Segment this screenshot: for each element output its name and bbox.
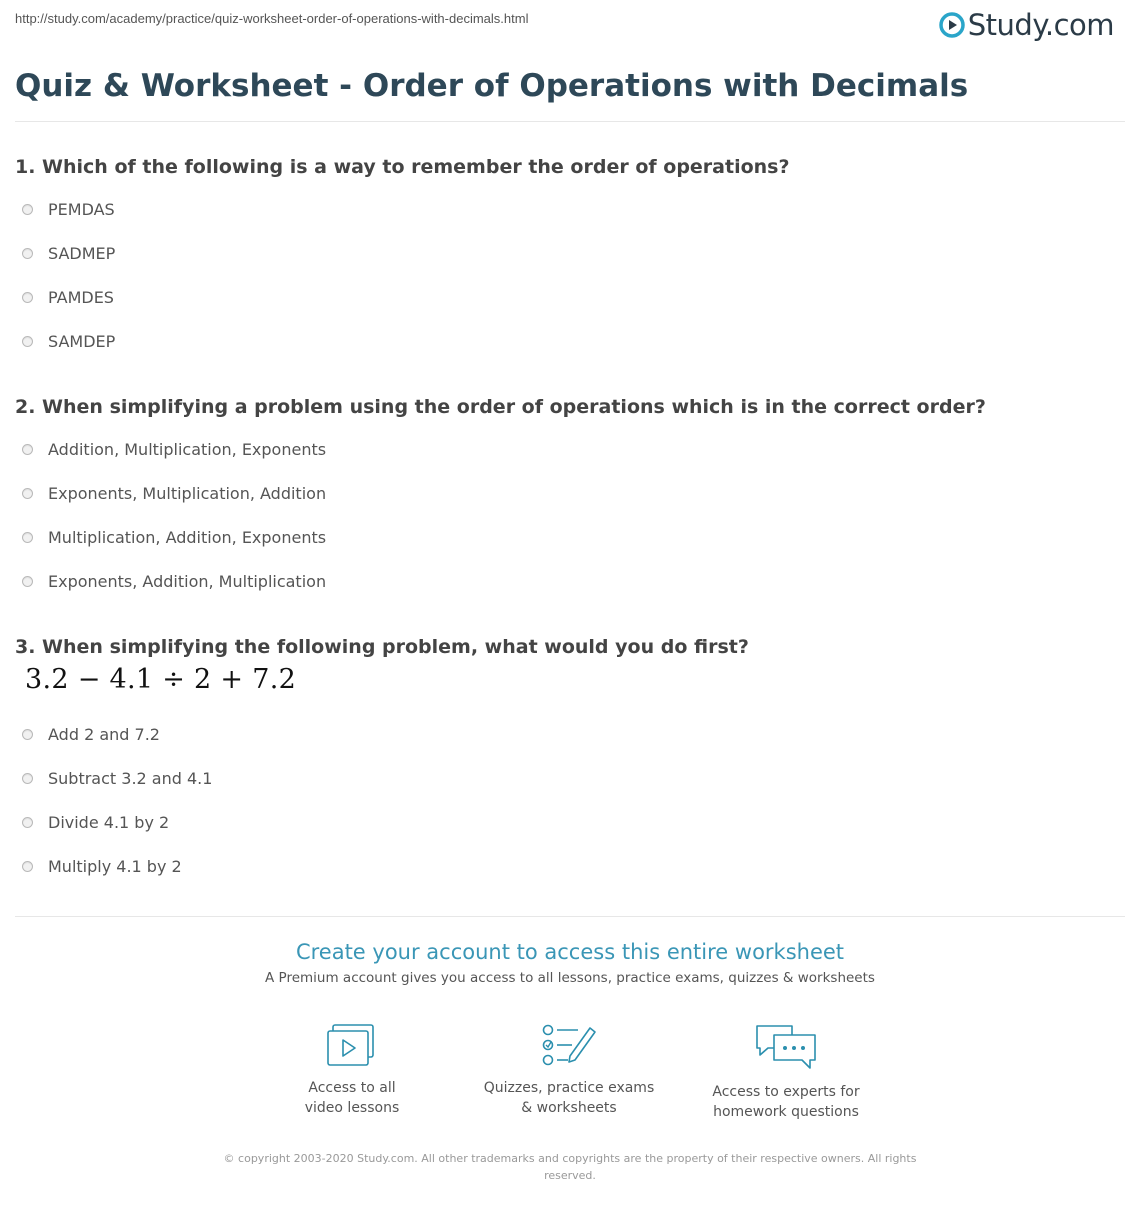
radio-button[interactable] [22, 336, 33, 347]
premium-description: A Premium account gives you access to all lessons, practice exams, quizzes & worksheets [265, 970, 875, 986]
feature-video-lessons [252, 1022, 452, 1118]
quiz-checklist-icon [540, 1022, 598, 1068]
radio-button[interactable] [22, 532, 33, 543]
divider [15, 916, 1125, 917]
question-1: 1. Which of the following is a way to remember the order of operations? [15, 156, 790, 178]
radio-button[interactable] [22, 204, 33, 215]
page-url: http://study.com/academy/practice/quiz-worksheet-order-of-operations-with-decimals.html [15, 11, 529, 26]
question-3: 3. When simplifying the following problem, what would you do first? [15, 636, 749, 658]
feature-quizzes [469, 1022, 669, 1118]
feature-experts [686, 1022, 886, 1122]
answer-label: Exponents, Multiplication, Addition [48, 484, 327, 503]
answer-option[interactable] [22, 200, 115, 219]
divider [15, 121, 1125, 122]
copyright-notice: © copyright 2003-2020 Study.com. All other trademarks and copyrights are the property of their respective owners. All rights reserved. [223, 1152, 917, 1182]
logo-text: Study.com [967, 8, 1114, 42]
answer-option[interactable] [22, 484, 326, 503]
answer-label: SADMEP [48, 244, 116, 263]
answer-label: SAMDEP [48, 332, 116, 351]
answer-label: PEMDAS [48, 200, 115, 219]
answer-label: Addition, Multiplication, Exponents [48, 440, 327, 459]
answer-label: Exponents, Addition, Multiplication [48, 572, 327, 591]
radio-button[interactable] [22, 292, 33, 303]
radio-button[interactable] [22, 248, 33, 259]
answer-option[interactable] [22, 857, 182, 876]
answer-label: Add 2 and 7.2 [48, 725, 160, 744]
radio-button[interactable] [22, 444, 33, 455]
answer-option[interactable] [22, 572, 326, 591]
radio-button[interactable] [22, 576, 33, 587]
answer-option[interactable] [22, 528, 326, 547]
answer-option[interactable] [22, 332, 115, 351]
radio-button[interactable] [22, 817, 33, 828]
math-expression: 3.2 − 4.1 ÷ 2 + 7.2 [25, 664, 297, 695]
answer-option[interactable] [22, 813, 169, 832]
answer-label: Subtract 3.2 and 4.1 [48, 769, 213, 788]
page-title: Quiz & Worksheet - Order of Operations with Decimals [15, 68, 969, 104]
answer-label: Multiplication, Addition, Exponents [48, 528, 327, 547]
answer-option[interactable] [22, 288, 114, 307]
radio-button[interactable] [22, 488, 33, 499]
radio-button[interactable] [22, 773, 33, 784]
play-circle-icon [939, 12, 965, 38]
create-account-link[interactable]: Create your account to access this entire worksheet [295, 940, 845, 964]
feature-label: Access to experts for homework questions [712, 1084, 860, 1120]
answer-option[interactable] [22, 725, 160, 744]
question-2: 2. When simplifying a problem using the order of operations which is in the correct order? [15, 396, 986, 418]
answer-label: PAMDES [48, 288, 114, 307]
video-lesson-icon [325, 1022, 379, 1068]
radio-button[interactable] [22, 729, 33, 740]
study-logo[interactable] [939, 8, 1114, 42]
chat-experts-icon [754, 1022, 818, 1072]
feature-label: Quizzes, practice exams & worksheets [483, 1080, 655, 1116]
radio-button[interactable] [22, 861, 33, 872]
answer-option[interactable] [22, 769, 212, 788]
answer-label: Multiply 4.1 by 2 [48, 857, 182, 876]
answer-option[interactable] [22, 440, 326, 459]
feature-label: Access to all video lessons [304, 1080, 400, 1116]
answer-label: Divide 4.1 by 2 [48, 813, 170, 832]
answer-option[interactable] [22, 244, 115, 263]
